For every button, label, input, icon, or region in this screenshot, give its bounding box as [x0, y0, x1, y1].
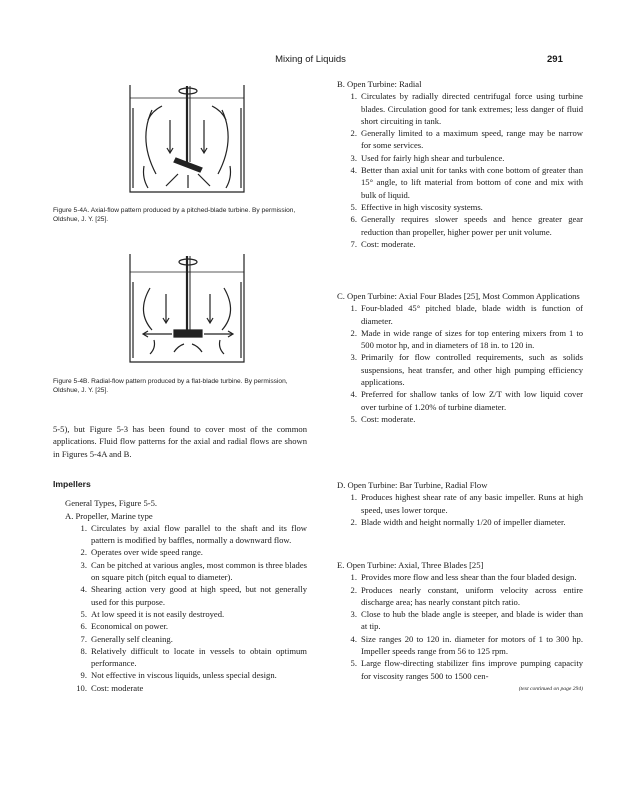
list-item: 2. Operates over wide speed range. [80, 547, 203, 558]
figure-5-4a-caption: Figure 5-4A. Axial-flow pattern produced by a pitched-blade turbine. By permission, Oldshue, J. Y. [25]. [53, 207, 296, 223]
section-d-title: D. Open Turbine: Bar Turbine, Radial Flow [337, 480, 488, 490]
intro-paragraph: 5-5), but Figure 5-3 has been found to cover most of the common applications. Fluid flow patterns for the axial and radial flows are shown in Figures 5-4A and B. [53, 424, 307, 459]
running-header-title: Mixing of Liquids [275, 54, 346, 65]
list-item: 2. Blade width and height normally 1/20 of impeller diameter. [350, 516, 566, 527]
list-item: 4. Size ranges 20 to 120 in. diameter for motors of 1 to 300 hp. Impeller speeds range from 56 to 125 rpm. [350, 633, 583, 657]
impellers-heading: Impellers [53, 479, 91, 489]
list-item: 3. Can be pitched at various angles, most common is three blades on square pitch (pitch equal to diameter). [80, 559, 307, 583]
list-item: 2. Made in wide range of sizes for top entering mixers from 1 to 500 motor hp, and in diameters of 18 in. to 120 in. [350, 327, 583, 351]
flat-blade-impeller [174, 330, 202, 337]
list-item: 9. Not effective in viscous liquids, unless special design. [80, 670, 277, 681]
list-item: 4. Preferred for shallow tanks of low Z/T with low liquid cover over turbine of 1.20% of turbine diameter. [350, 389, 583, 412]
list-item: 1. Circulates by radially directed centrifugal force using turbine blades. Circulation good for tank extremes; less danger of fluid short circuiting in tank. [350, 91, 583, 126]
list-item: 3. Used for fairly high shear and turbulence. [350, 152, 505, 163]
list-item: 5. Large flow-directing stabilizer fins improve pumping capacity for viscosity ranges 500 to 1500 cen- [350, 658, 583, 681]
figure-5-4a-axial-flow-diagram [122, 80, 252, 202]
list-item: 1. Circulates by axial flow parallel to the shaft and its flow pattern is modified by baffles, normally a downward flow. [80, 522, 307, 546]
list-item: 1. Produces highest shear rate of any basic impeller. Runs at high speed, uses lower torque. [350, 492, 583, 515]
list-item: 3. Primarily for flow controlled requirements, such as solids suspensions, heat transfer, and other high pumping efficiency applications. [350, 352, 583, 388]
continued-note: (text continued on page 294) [518, 685, 583, 692]
list-item: 1. Four-bladed 45° pitched blade, blade width is function of diameter. [350, 303, 583, 326]
list-item: 5. At low speed it is not easily destroyed. [80, 608, 225, 619]
list-item: 7. Generally self cleaning. [80, 633, 173, 644]
section-c [337, 290, 583, 425]
general-types-line: General Types, Figure 5-5. [65, 498, 158, 509]
list-item: 10. Cost: moderate [76, 682, 144, 693]
list-item: 4. Better than axial unit for tanks with cone bottom of greater than 15° angle, to lift material from bottom of cone and mix with bulk of liquid. [350, 165, 583, 200]
list-item: 5. Cost: moderate. [350, 413, 416, 424]
list-item: 5. Effective in high viscosity systems. [350, 201, 483, 212]
list-item: 6. Generally requires slower speeds and hence greater gear reduction than propeller, higher power per unit volume. [350, 214, 583, 237]
page-number: 291 [547, 54, 563, 65]
section-c-title: C. Open Turbine: Axial Four Blades [25], Most Common Applications [337, 291, 580, 301]
impellers-section [53, 478, 307, 694]
list-item: 3. Close to hub the blade angle is steeper, and blade is wider than at tip. [350, 609, 583, 632]
section-e [337, 559, 583, 695]
section-b [337, 78, 583, 250]
list-item: 7. Cost: moderate. [350, 238, 416, 249]
list-item: 2. Produces nearly constant, uniform velocity across entire discharge area; has nearly constant pitch ratio. [350, 584, 583, 607]
section-d [337, 479, 583, 528]
section-a-title: A. Propeller, Marine type [65, 510, 153, 521]
list-item: 6. Economical on power. [80, 621, 169, 632]
section-e-title: E. Open Turbine: Axial, Three Blades [25] [337, 560, 484, 570]
flow-arrow [146, 110, 156, 174]
figure-5-4b-radial-flow-diagram [122, 248, 252, 370]
list-item: 2. Generally limited to a maximum speed, range may be narrow for some services. [350, 128, 583, 151]
figure-5-4b-caption: Figure 5-4B. Radial-flow pattern produced by a flat-blade turbine. By permission, Oldshue, J. Y. [25]. [53, 378, 288, 394]
list-item: 4. Shearing action very good at high speed, but not generally used for this purpose. [80, 584, 307, 607]
section-b-title: B. Open Turbine: Radial [337, 79, 422, 89]
left-column-text [53, 423, 307, 460]
list-item: 1. Provides more flow and less shear than the four bladed design. [350, 572, 577, 583]
list-item: 8. Relatively difficult to locate in vessels to obtain optimum performance. [80, 645, 307, 669]
